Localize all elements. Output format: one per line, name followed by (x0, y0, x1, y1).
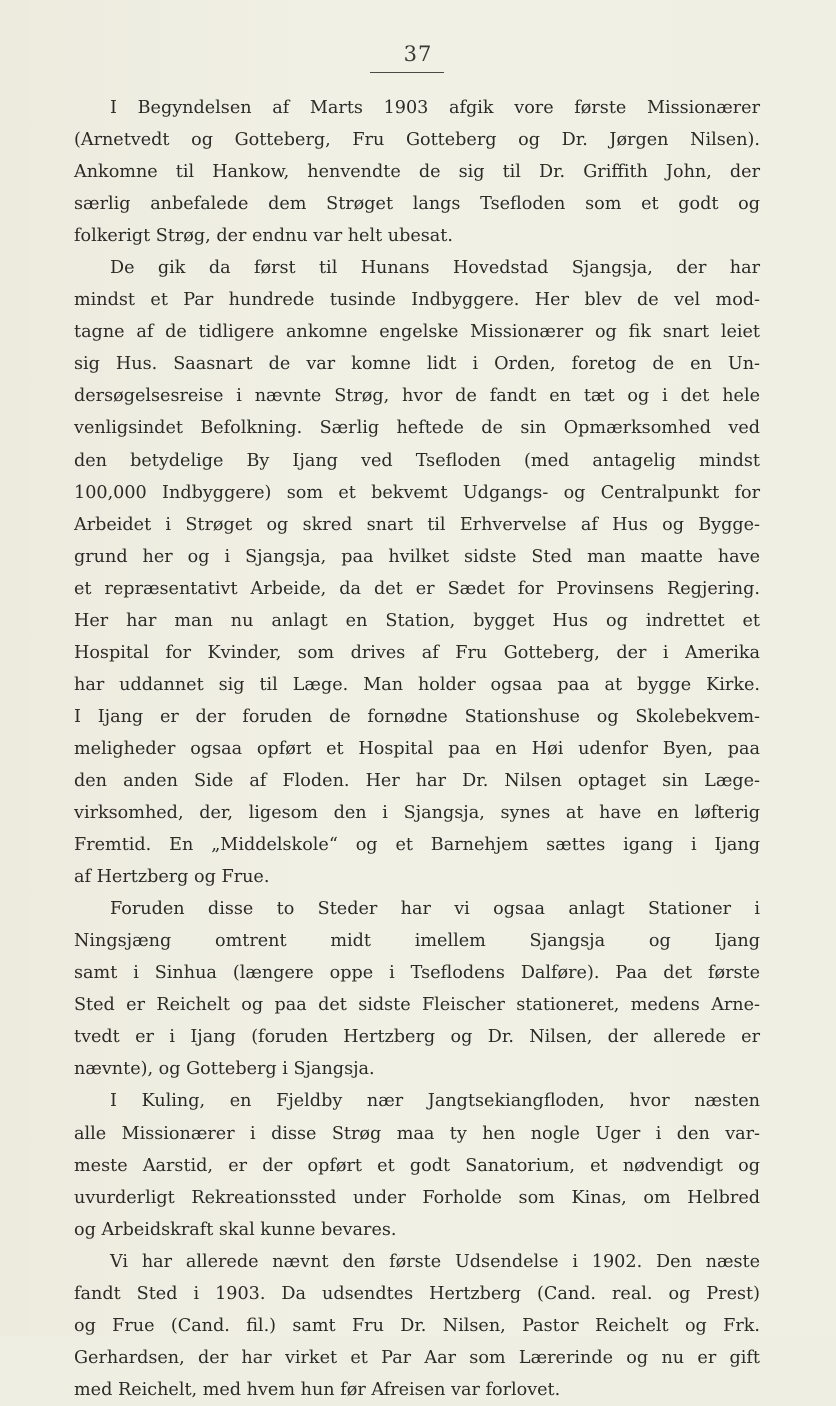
text-line: sig Hus. Saasnart de var komne lidt i Orden, foretog de en Un- (74, 354, 760, 375)
text-line: grund her og i Sjangsja, paa hvilket sidste Sted man maatte have (74, 546, 760, 567)
text-line: I Kuling, en Fjeldby nær Jangtsekiangfloden, hvor næsten (110, 1091, 760, 1112)
text-line: De gik da først til Hunans Hovedstad Sjangsja, der har (110, 258, 760, 279)
text-line: særlig anbefalede dem Strøget langs Tsefloden som et godt og (74, 194, 760, 215)
text-line: og Arbeidskraft skal kunne bevares. (74, 1219, 397, 1240)
text-line: tvedt er i Ijang (foruden Hertzberg og Dr. Nilsen, der allerede er (74, 1027, 760, 1048)
text-line: med Reichelt, med hvem hun før Afreisen var forlovet. (74, 1379, 561, 1400)
text-line: fandt Sted i 1903. Da udsendtes Hertzberg (Cand. real. og Prest) (74, 1283, 760, 1304)
text-line: meligheder ogsaa opført et Hospital paa en Høi udenfor Byen, paa (74, 738, 760, 759)
text-line: virksomhed, der, ligesom den i Sjangsja, synes at have en løfterig (74, 803, 760, 824)
body-text (74, 92, 760, 1406)
text-line: den anden Side af Floden. Her har Dr. Nilsen optaget sin Læge- (74, 770, 760, 791)
text-line: Fremtid. En „Middelskole“ og et Barnehjem sættes igang i Ijang (74, 835, 760, 856)
text-line: I Ijang er der foruden de fornødne Stationshuse og Skolebekvem- (74, 706, 760, 727)
text-line: folkerigt Strøg, der endnu var helt ubesat. (74, 226, 453, 247)
text-line: Ankomne til Hankow, henvendte de sig til Dr. Griffith John, der (74, 162, 760, 183)
text-line: venligsindet Befolkning. Særlig heftede de sin Opmærksomhed ved (74, 418, 760, 439)
text-line: den betydelige By Ijang ved Tsefloden (med antagelig mindst (74, 450, 760, 471)
text-line: samt i Sinhua (længere oppe i Tseflodens Dalføre). Paa det første (74, 963, 760, 984)
text-line: I Begyndelsen af Marts 1903 afgik vore første Missionærer (110, 98, 760, 118)
text-line: uvurderligt Rekreationssted under Forholde som Kinas, om Helbred (74, 1187, 760, 1208)
text-line: meste Aarstid, er der opført et godt Sanatorium, et nødvendigt og (74, 1155, 760, 1176)
text-line: af Hertzberg og Frue. (74, 867, 270, 888)
text-line: (Arnetvedt og Gotteberg, Fru Gotteberg og Dr. Jørgen Nilsen). (74, 130, 760, 151)
text-line: dersøgelsesreise i nævnte Strøg, hvor de fandt en tæt og i det hele (74, 386, 760, 407)
text-line: har uddannet sig til Læge. Man holder ogsaa paa at bygge Kirke. (74, 674, 760, 695)
text-line: Foruden disse to Steder har vi ogsaa anlagt Stationer i (110, 899, 760, 920)
text-line: nævnte), og Gotteberg i Sjangsja. (74, 1059, 375, 1080)
text-line: Ningsjæng omtrent midt imellem Sjangsja og Ijang (74, 931, 760, 952)
text-line: alle Missionærer i disse Strøg maa ty hen nogle Uger i den var- (74, 1123, 760, 1144)
text-line: Vi har allerede nævnt den første Udsendelse i 1902. Den næste (110, 1251, 760, 1272)
text-line: et repræsentativt Arbeide, da det er Sædet for Provinsens Regjering. (74, 578, 760, 599)
page-number-rule (370, 72, 444, 73)
text-line: Arbeidet i Strøget og skred snart til Erhvervelse af Hus og Bygge- (74, 514, 760, 535)
text-line: 100,000 Indbyggere) som et bekvemt Udgangs- og Centralpunkt for (74, 482, 760, 503)
text-line: mindst et Par hundrede tusinde Indbyggere. Her blev de vel mod- (74, 290, 760, 311)
page-number: 37 (403, 42, 433, 66)
text-line: Hospital for Kvinder, som drives af Fru Gotteberg, der i Amerika (74, 642, 760, 663)
text-line: og Frue (Cand. fil.) samt Fru Dr. Nilsen, Pastor Reichelt og Frk. (74, 1315, 760, 1336)
text-line: Gerhardsen, der har virket et Par Aar som Lærerinde og nu er gift (74, 1347, 760, 1368)
text-line: Her har man nu anlagt en Station, bygget Hus og indrettet et (74, 610, 760, 631)
text-line: tagne af de tidligere ankomne engelske Missionærer og fik snart leiet (74, 322, 760, 343)
text-line: Sted er Reichelt og paa det sidste Fleischer stationeret, medens Arne- (74, 995, 760, 1016)
